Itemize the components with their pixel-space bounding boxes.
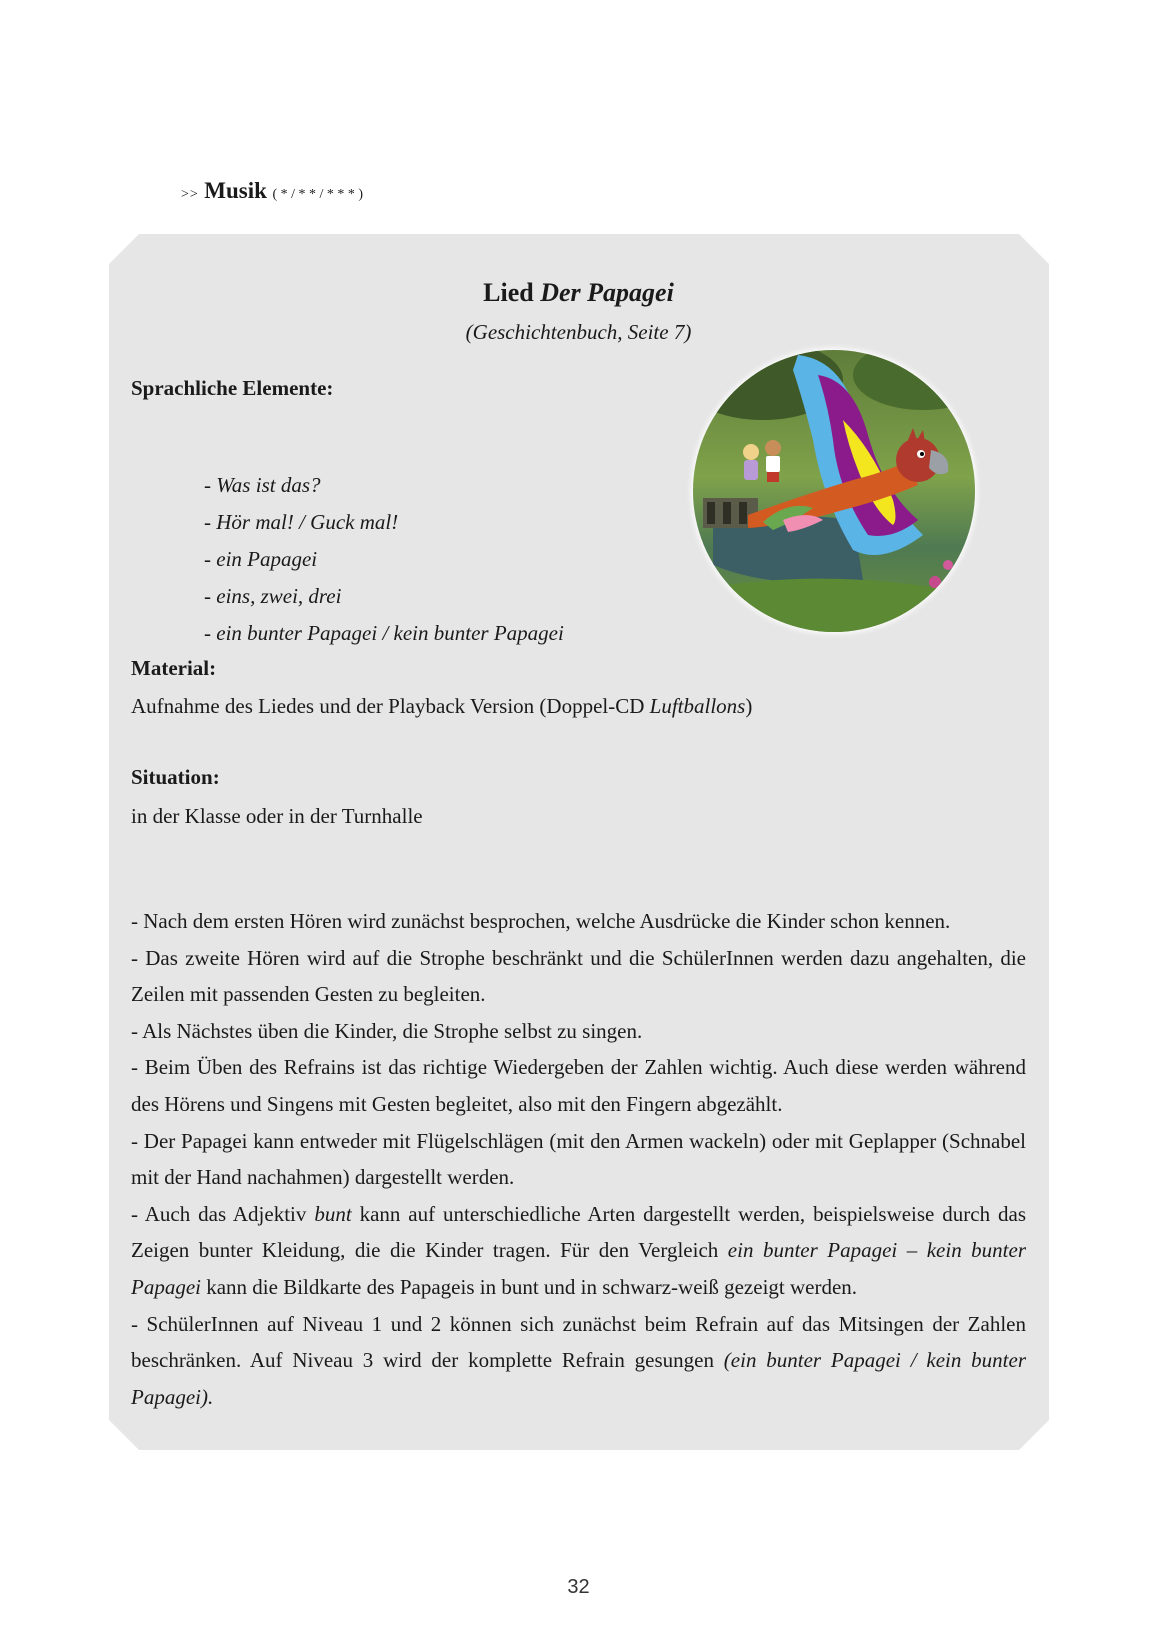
list-item: - ein bunter Papagei / kein bunter Papagei bbox=[204, 621, 564, 645]
instruction-paragraph: - Nach dem ersten Hören wird zunächst besprochen, welche Ausdrücke die Kinder schon kennen. bbox=[131, 909, 951, 933]
section-arrows: >> bbox=[181, 187, 199, 202]
list-item: - Was ist das? bbox=[204, 473, 321, 497]
instructions-body bbox=[131, 903, 1026, 1415]
situation-text: in der Klasse oder in der Turnhalle bbox=[131, 804, 423, 828]
language-elements-heading: Sprachliche Elemente: bbox=[131, 376, 334, 400]
difficulty-stars: ( * / * * / * * * ) bbox=[272, 187, 364, 202]
list-item: - Hör mal! / Guck mal! bbox=[204, 510, 399, 534]
instruction-paragraph: - Der Papagei kann entweder mit Flügelschlägen (mit den Armen wackeln) oder mit Geplapper (Schnabel mit der Hand nachahmen) dargestellt werden. bbox=[131, 1128, 1026, 1190]
instruction-paragraph: - Das zweite Hören wird auf die Strophe beschränkt und die SchülerInnen werden dazu angehalten, die Zeilen mit passenden Gesten zu begleiten. bbox=[131, 945, 1026, 1007]
parrot-illustration bbox=[693, 350, 975, 632]
page-number: 32 bbox=[567, 1576, 590, 1598]
list-item: - eins, zwei, drei bbox=[204, 584, 342, 608]
instruction-paragraph: - Beim Üben des Refrains ist das richtige Wiedergeben der Zahlen wichtig. Auch diese werden während des Hörens und Singens mit Gesten begleitet, also mit den Fingern abgezählt. bbox=[131, 1055, 1026, 1116]
language-elements-list bbox=[204, 467, 564, 652]
list-item: - ein Papagei bbox=[204, 547, 318, 571]
situation-heading: Situation: bbox=[131, 765, 220, 789]
section-title: Musik bbox=[204, 178, 267, 203]
material-heading: Material: bbox=[131, 656, 217, 680]
card-title bbox=[0, 278, 1157, 308]
card-title-italic: Der Papagei bbox=[540, 278, 674, 307]
card-subtitle: (Geschichtenbuch, Seite 7) bbox=[465, 320, 692, 344]
instruction-paragraph: - Auch das Adjektiv bunt kann auf unterschiedliche Arten dargestellt werden, beispielsweise durch das Zeigen bunter Kleidung, die die Kinder tragen. Für den Vergleich ein bunter Papagei – kein bunter Papagei kann die Bildkarte des Papageis in bunt und in schwarz-weiß gezeigt werden. bbox=[131, 1201, 1027, 1299]
card-title-plain: Lied bbox=[483, 278, 534, 307]
material-text: Aufnahme des Liedes und der Playback Version (Doppel-CD Luftballons) bbox=[131, 694, 753, 718]
section-header bbox=[181, 178, 363, 204]
instruction-paragraph: - Als Nächstes üben die Kinder, die Strophe selbst zu singen. bbox=[131, 1018, 643, 1043]
instruction-paragraph: - SchülerInnen auf Niveau 1 und 2 können sich zunächst beim Refrain auf das Mitsingen der Zahlen beschränken. Auf Niveau 3 wird der komplette Refrain gesungen (ein bunter Papagei / kein bunter Papagei). bbox=[131, 1311, 1026, 1409]
parrot-icon bbox=[693, 350, 975, 632]
